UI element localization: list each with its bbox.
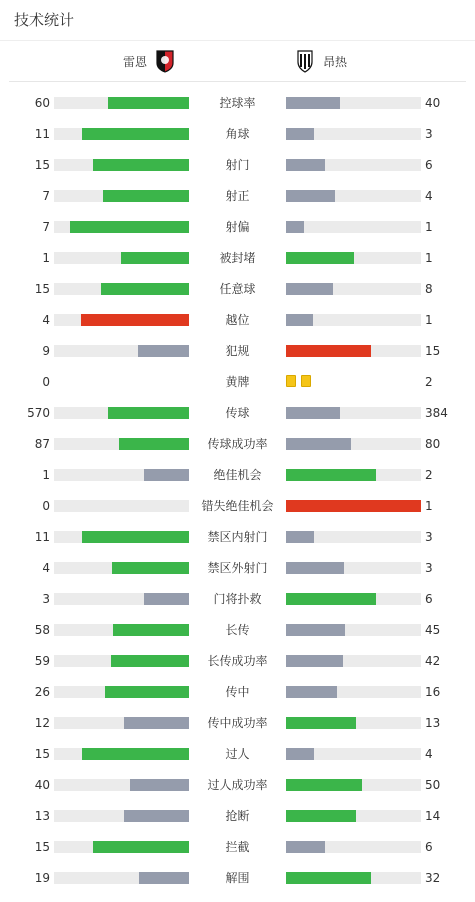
away-bar-track <box>286 314 421 326</box>
stat-label: 射偏 <box>225 220 250 234</box>
stat-row <box>0 96 475 127</box>
home-bar-track <box>54 779 189 791</box>
home-bar-fill <box>93 159 189 171</box>
away-bar-track <box>286 686 421 698</box>
home-value: 0 <box>42 499 50 513</box>
away-value: 1 <box>425 313 433 327</box>
away-bar-fill <box>286 283 333 295</box>
away-bar-fill <box>286 779 362 791</box>
away-bar-track <box>286 221 421 233</box>
away-bar-fill <box>286 686 337 698</box>
stat-row <box>0 437 475 468</box>
home-bar-track <box>54 593 189 605</box>
away-value: 1 <box>425 220 433 234</box>
home-bar-fill <box>112 562 189 574</box>
home-value: 58 <box>34 623 50 637</box>
home-bar-track <box>54 128 189 140</box>
home-bar-track <box>54 717 189 729</box>
home-value: 0 <box>42 375 50 389</box>
away-value: 1 <box>425 251 433 265</box>
away-value: 3 <box>425 561 433 575</box>
away-bar-track <box>286 438 421 450</box>
stat-row <box>0 158 475 189</box>
stat-label: 射正 <box>225 189 250 203</box>
home-bar-fill <box>124 810 189 822</box>
home-bar-fill <box>113 624 189 636</box>
stat-label: 抢断 <box>225 809 250 823</box>
home-team[interactable] <box>123 49 177 73</box>
away-bar-fill <box>286 562 344 574</box>
home-bar-fill <box>138 345 189 357</box>
home-value: 3 <box>42 592 50 606</box>
home-bar-fill <box>93 841 189 853</box>
home-bar-track <box>54 748 189 760</box>
home-bar-fill <box>121 252 189 264</box>
stat-label: 长传成功率 <box>207 654 268 668</box>
home-value: 4 <box>42 313 50 327</box>
away-value: 42 <box>425 654 441 668</box>
home-bar-fill <box>144 593 189 605</box>
teams-header <box>9 41 466 82</box>
home-bar-track <box>54 438 189 450</box>
home-bar-track <box>54 97 189 109</box>
stat-row <box>0 809 475 840</box>
home-team-name: 雷恩 <box>122 54 147 69</box>
away-value: 6 <box>425 592 433 606</box>
stat-label: 拦截 <box>225 840 250 854</box>
away-bar-track <box>286 562 421 574</box>
stat-row <box>0 220 475 251</box>
away-bar-fill <box>286 655 343 667</box>
home-value: 26 <box>34 685 50 699</box>
stat-label: 过人 <box>225 747 250 761</box>
away-value: 40 <box>425 96 441 110</box>
home-bar-fill <box>81 314 189 326</box>
home-bar-track <box>54 624 189 636</box>
stat-label: 长传 <box>225 623 250 637</box>
away-team-name: 昂热 <box>323 54 348 69</box>
stat-row <box>0 840 475 871</box>
home-value: 15 <box>34 840 50 854</box>
away-bar-fill <box>286 314 313 326</box>
away-value: 2 <box>425 375 433 389</box>
away-value: 4 <box>425 189 433 203</box>
home-value: 15 <box>34 158 50 172</box>
away-bar-track <box>286 872 421 884</box>
stat-label: 射门 <box>225 158 250 172</box>
stat-row <box>0 313 475 344</box>
stat-row <box>0 499 475 530</box>
home-value: 570 <box>27 406 50 420</box>
stat-label: 越位 <box>225 313 250 327</box>
stat-row <box>0 251 475 282</box>
home-bar-track <box>54 252 189 264</box>
stat-row <box>0 406 475 437</box>
home-bar-track <box>54 810 189 822</box>
home-bar-track <box>54 345 189 357</box>
away-bar-track <box>286 407 421 419</box>
home-bar-fill <box>103 190 189 202</box>
home-bar-track <box>54 407 189 419</box>
home-value: 11 <box>34 127 50 141</box>
home-bar-track <box>54 314 189 326</box>
away-value: 6 <box>425 158 433 172</box>
away-bar-track <box>286 841 421 853</box>
away-bar-track <box>286 810 421 822</box>
home-bar-fill <box>119 438 189 450</box>
away-bar-track <box>286 159 421 171</box>
home-bar-fill <box>82 128 189 140</box>
away-bar-fill <box>286 469 376 481</box>
home-bar-fill <box>108 97 189 109</box>
home-bar-fill <box>82 531 189 543</box>
away-bar-fill <box>286 810 356 822</box>
home-bar-fill <box>139 872 189 884</box>
away-bar-track <box>286 717 421 729</box>
home-value: 1 <box>42 468 50 482</box>
away-value: 3 <box>425 530 433 544</box>
stat-label: 过人成功率 <box>207 778 268 792</box>
away-bar-fill <box>286 190 335 202</box>
home-value: 9 <box>42 344 50 358</box>
away-bar-fill <box>286 593 376 605</box>
away-bar-fill <box>286 128 314 140</box>
away-value: 15 <box>425 344 441 358</box>
away-bar-fill <box>286 252 354 264</box>
home-bar-fill <box>130 779 189 791</box>
home-value: 1 <box>42 251 50 265</box>
home-bar-track <box>54 159 189 171</box>
stat-row <box>0 561 475 592</box>
away-value: 14 <box>425 809 441 823</box>
page-title: 技术统计 <box>0 0 475 41</box>
stat-label: 黄牌 <box>225 375 250 389</box>
away-value: 3 <box>425 127 433 141</box>
stat-label: 被封堵 <box>219 251 256 265</box>
home-value: 19 <box>34 871 50 885</box>
stat-row <box>0 778 475 809</box>
away-value: 384 <box>425 406 448 420</box>
home-bar-fill <box>124 717 189 729</box>
away-bar-fill <box>286 159 325 171</box>
stat-label: 门将扑救 <box>213 592 262 606</box>
home-bar-fill <box>108 407 189 419</box>
stat-label: 禁区外射门 <box>207 561 268 575</box>
yellow-card-icon <box>301 375 311 387</box>
away-bar-fill <box>286 221 304 233</box>
stat-row <box>0 685 475 716</box>
home-value: 7 <box>42 220 50 234</box>
away-bar-track <box>286 624 421 636</box>
home-bar-track <box>54 283 189 295</box>
home-bar-track <box>54 841 189 853</box>
away-value: 45 <box>425 623 441 637</box>
away-bar-fill <box>286 624 345 636</box>
away-bar-track <box>286 531 421 543</box>
stat-row <box>0 623 475 654</box>
home-value: 15 <box>34 747 50 761</box>
home-bar-track <box>54 531 189 543</box>
home-bar-track <box>54 500 189 512</box>
home-value: 13 <box>34 809 50 823</box>
home-team-logo-icon <box>153 49 177 73</box>
stat-label: 传中成功率 <box>207 716 268 730</box>
home-bar-track <box>54 562 189 574</box>
away-bar-track <box>286 469 421 481</box>
yellow-card-icon <box>286 375 296 387</box>
home-value: 15 <box>34 282 50 296</box>
away-bar-fill <box>286 345 371 357</box>
away-value: 8 <box>425 282 433 296</box>
away-bar-fill <box>286 872 371 884</box>
stat-label: 传中 <box>225 685 250 699</box>
away-bar-fill <box>286 97 340 109</box>
away-value: 6 <box>425 840 433 854</box>
away-bar-track <box>286 345 421 357</box>
home-value: 60 <box>34 96 50 110</box>
stat-row <box>0 716 475 747</box>
away-bar-fill <box>286 841 325 853</box>
away-bar-track <box>286 97 421 109</box>
home-value: 87 <box>34 437 50 451</box>
away-bar-track <box>286 252 421 264</box>
away-bar-track <box>286 190 421 202</box>
stat-label: 角球 <box>225 127 250 141</box>
home-bar-track <box>54 686 189 698</box>
away-team-logo-icon <box>293 49 317 73</box>
away-bar-fill <box>286 500 421 512</box>
stat-label: 错失绝佳机会 <box>201 499 274 513</box>
home-bar-fill <box>144 469 189 481</box>
page-header <box>0 0 475 41</box>
stat-row <box>0 747 475 778</box>
stat-label: 控球率 <box>219 96 256 110</box>
away-value: 80 <box>425 437 441 451</box>
stat-label: 绝佳机会 <box>213 468 262 482</box>
home-value: 40 <box>34 778 50 792</box>
home-value: 59 <box>34 654 50 668</box>
away-bar-fill <box>286 531 314 543</box>
stat-row <box>0 375 475 406</box>
home-bar-fill <box>105 686 189 698</box>
away-bar-fill <box>286 748 314 760</box>
home-bar-track <box>54 469 189 481</box>
away-value: 2 <box>425 468 433 482</box>
away-bar-track <box>286 128 421 140</box>
away-value: 13 <box>425 716 441 730</box>
home-bar-track <box>54 655 189 667</box>
home-bar-fill <box>101 283 189 295</box>
away-value: 32 <box>425 871 441 885</box>
stat-row <box>0 871 475 902</box>
away-bar-track <box>286 500 421 512</box>
away-bar-track <box>286 593 421 605</box>
home-value: 12 <box>34 716 50 730</box>
stat-label: 犯规 <box>225 344 250 358</box>
stat-row <box>0 468 475 499</box>
stat-row <box>0 127 475 158</box>
home-bar-fill <box>82 748 189 760</box>
away-value: 50 <box>425 778 441 792</box>
home-value: 4 <box>42 561 50 575</box>
away-value: 1 <box>425 499 433 513</box>
stat-row <box>0 530 475 561</box>
stat-row <box>0 654 475 685</box>
away-bar-track <box>286 779 421 791</box>
away-bar-fill <box>286 407 340 419</box>
stat-row <box>0 282 475 313</box>
stat-row <box>0 592 475 623</box>
home-bar-track <box>54 872 189 884</box>
away-bar-track <box>286 748 421 760</box>
away-team[interactable] <box>293 49 347 73</box>
home-value: 11 <box>34 530 50 544</box>
stat-label: 解围 <box>225 871 250 885</box>
away-value: 4 <box>425 747 433 761</box>
away-value: 16 <box>425 685 441 699</box>
home-bar-track <box>54 221 189 233</box>
stat-label: 禁区内射门 <box>207 530 268 544</box>
away-bar-track <box>286 655 421 667</box>
away-bar-track <box>286 283 421 295</box>
away-bar-fill <box>286 438 351 450</box>
stat-label: 任意球 <box>219 282 256 296</box>
home-bar-fill <box>70 221 189 233</box>
stat-label: 传球 <box>225 406 250 420</box>
home-value: 7 <box>42 189 50 203</box>
stat-label: 传球成功率 <box>207 437 268 451</box>
away-bar-fill <box>286 717 356 729</box>
home-bar-fill <box>111 655 189 667</box>
home-bar-track <box>54 190 189 202</box>
stat-row <box>0 189 475 220</box>
stat-row <box>0 344 475 375</box>
